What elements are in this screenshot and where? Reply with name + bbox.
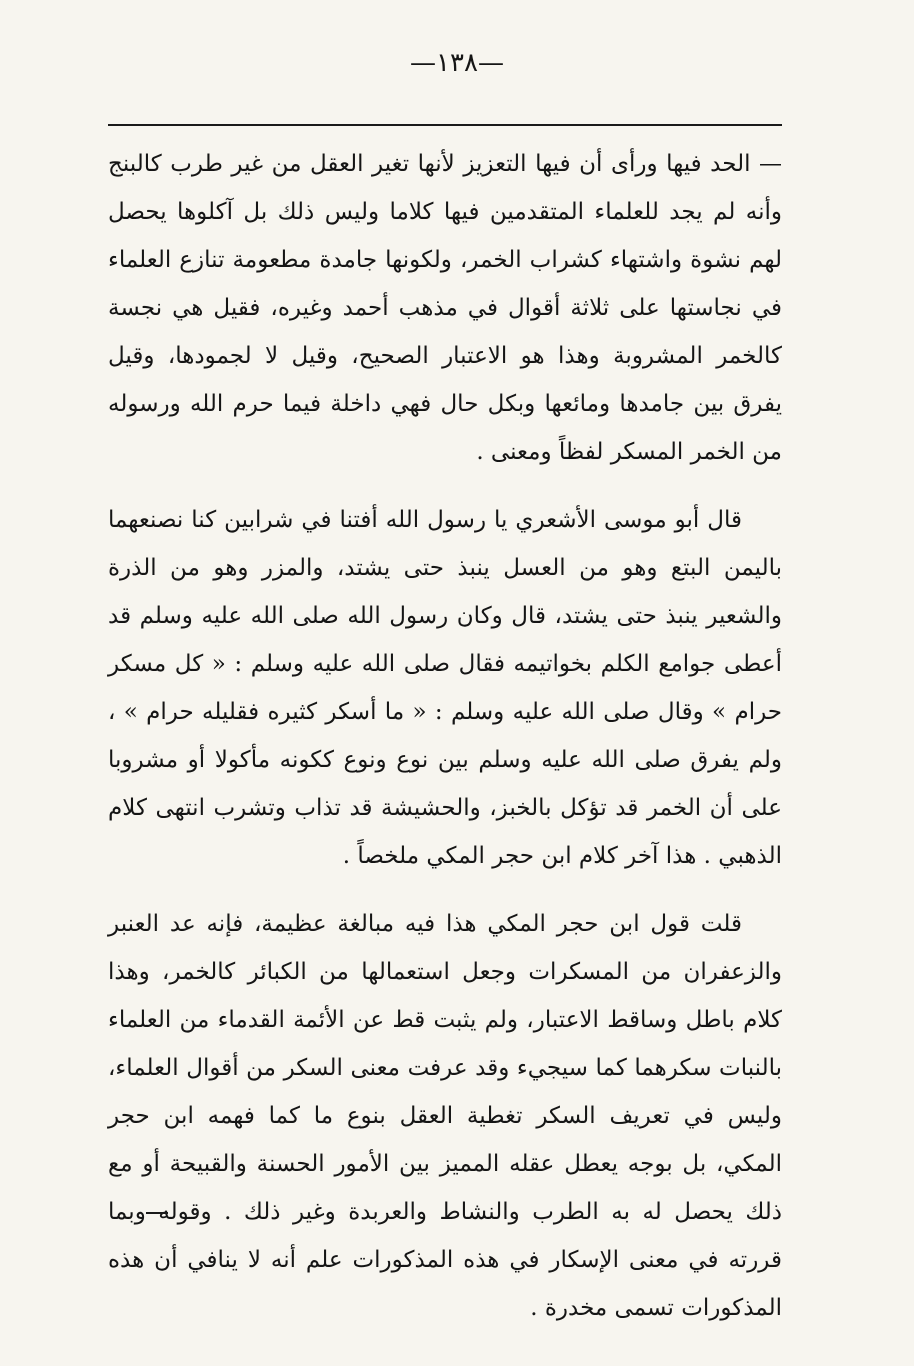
- page-body: [108, 140, 782, 1332]
- continuation-dash: [146, 1212, 168, 1214]
- paragraph-continuation: — الحد فيها ورأى أن فيها التعزيز لأنها تغير العقل من غير طرب كالبنج وأنه لم يجد للعلماء المتقدمين فيها كلاما وليس ذلك بل آكلوها يحصل لهم نشوة واشتهاء كشراب الخمر، ولكونها جامدة مطعومة تنازع العلماء في نجاستها على ثلاثة أقوال في مذهب أحمد وغيره، فقيل هي نجسة كالخمر المشروبة وهذا هو الاعتبار الصحيح، وقيل لا لجمودها، وقيل يفرق بين جامدها ومائعها وبكل حال فهي داخلة فيما حرم الله ورسوله من الخمر المسكر لفظاً ومعنى .: [108, 151, 782, 465]
- paragraph-commentary: قلت قول ابن حجر المكي هذا فيه مبالغة عظيمة، فإنه عد العنبر والزعفران من المسكرات وجعل استعمالها من الكبائر كالخمر، وهذا كلام باطل وساقط الاعتبار، ولم يثبت قط عن الأئمة القدماء من العلماء بالنبات سكرهما كما سيجيء وقد عرفت معنى السكر من أقوال العلماء، وليس في تعريف السكر تغطية العقل بنوع ما كما فهمه ابن حجر المكي، بل بوجه يعطل عقله المميز بين الأمور الحسنة والقبيحة أو مع ذلك يحصل له به الطرب والنشاط والعربدة وغير ذلك . وقوله وبما قررته في معنى الإسكار في هذه المذكورات علم أنه لا ينافي أن هذه المذكورات تسمى مخدرة .: [108, 911, 782, 1321]
- paragraph-abu-musa: قال أبو موسى الأشعري يا رسول الله أفتنا في شرابين كنا نصنعهما باليمن البتع وهو من العسل ينبذ حتى يشتد، والمزر وهو من الذرة والشعير ينبذ حتى يشتد، قال وكان رسول الله صلى الله عليه وسلم قد أعطى جوامع الكلم بخواتيمه فقال صلى الله عليه وسلم : « كل مسكر حرام » وقال صلى الله عليه وسلم : « ما أسكر كثيره فقليله حرام » ، ولم يفرق صلى الله عليه وسلم بين نوع ونوع ككونه مأكولا أو مشروبا على أن الخمر قد تؤكل بالخبز، والحشيشة قد تذاب وتشرب انتهى كلام الذهبي . هذا آخر كلام ابن حجر المكي ملخصاً .: [108, 507, 782, 869]
- page-number: —١٣٨—: [410, 48, 504, 78]
- header-divider: [108, 124, 782, 126]
